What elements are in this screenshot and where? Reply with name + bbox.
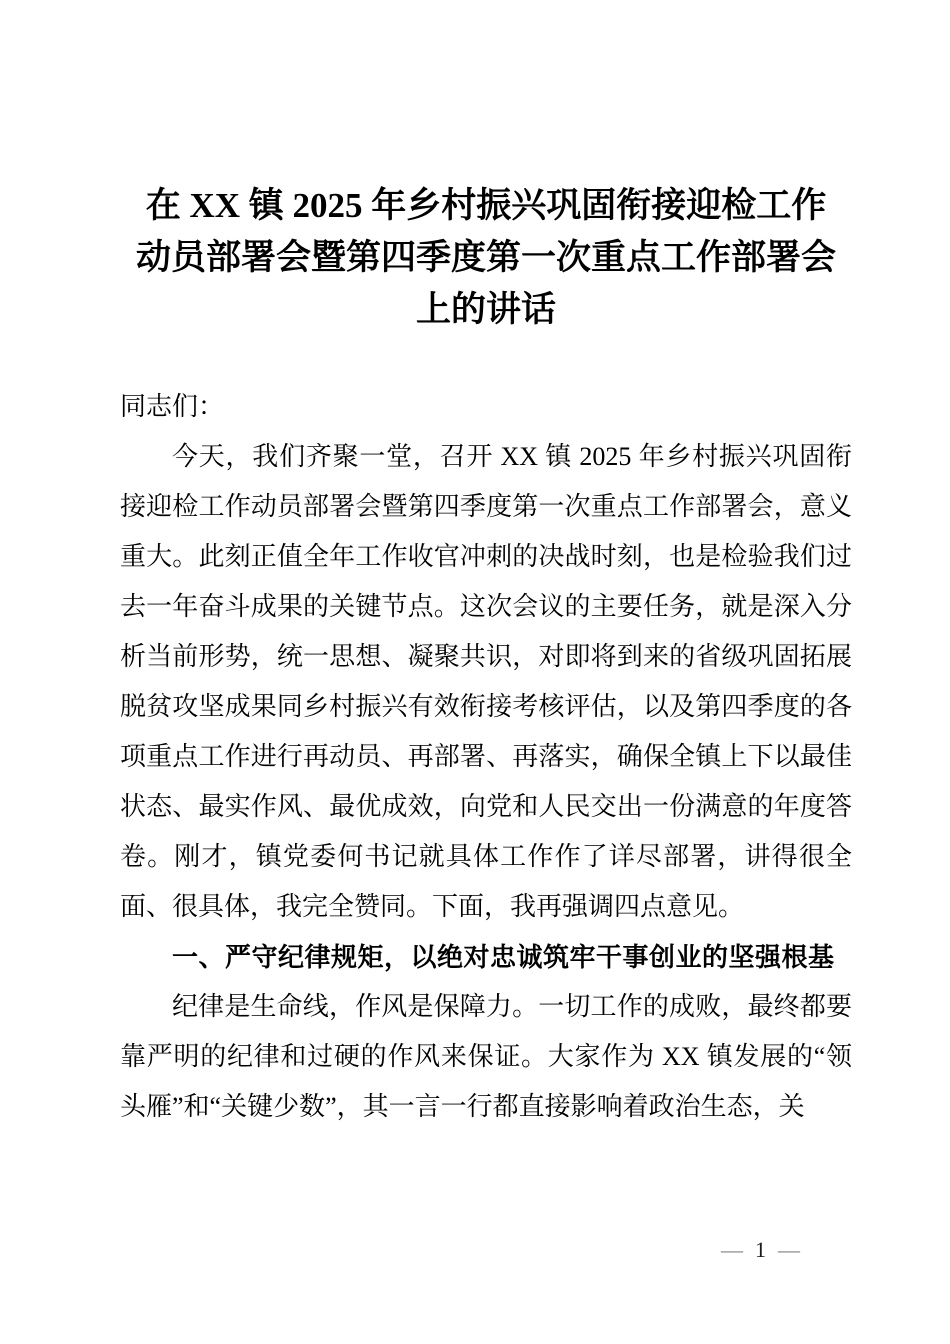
salutation: 同志们： [120,392,225,421]
title-line-2: 动员部署会暨第四季度第一次重点工作部署会 [135,238,836,277]
page-number: 1 [755,1237,766,1262]
paragraph-1: 今天，我们齐聚一堂，召开 XX 镇 2025 年乡村振兴巩固衔接迎检工作动员部署会暨第四季度第一次重点工作部署会，意义重大。此刻正值全年工作收官冲刺的决战时刻，也是检验我们过去一年奋斗成果的关键节点。这次会议的主要任务，就是深入分析当前形势，统一思想、凝聚共识，对即将到来的省级巩固拓展脱贫攻坚成果同乡村振兴有效衔接考核评估，以及第四季度的各项重点工作进行再动员、再部署、再落实，确保全镇上下以最佳状态、最实作风、最优成效，向党和人民交出一份满意的年度答卷。刚才，镇党委何书记就具体工作作了详尽部署，讲得很全面、很具体，我完全赞同。下面，我再强调四点意见。 [120,442,852,921]
page-footer [721,1236,800,1264]
title-line-1: 在 XX 镇 2025 年乡村振兴巩固衔接迎检工作 [145,186,827,225]
paragraph-2: 纪律是生命线，作风是保障力。一切工作的成败，最终都要靠严明的纪律和过硬的作风来保证。大家作为 XX 镇发展的“领头雁”和“关键少数”，其一言一行都直接影响着政治生态，关 [120,992,852,1121]
section-heading-1: 一、严守纪律规矩，以绝对忠诚筑牢干事创业的坚强根基 [172,942,835,972]
document-content [120,180,852,1132]
footer-dash-right: — [778,1237,800,1262]
footer-dash-left: — [721,1237,743,1262]
title-line-3: 上的讲话 [415,290,556,329]
document-title [120,180,852,336]
document-body [120,382,852,1132]
